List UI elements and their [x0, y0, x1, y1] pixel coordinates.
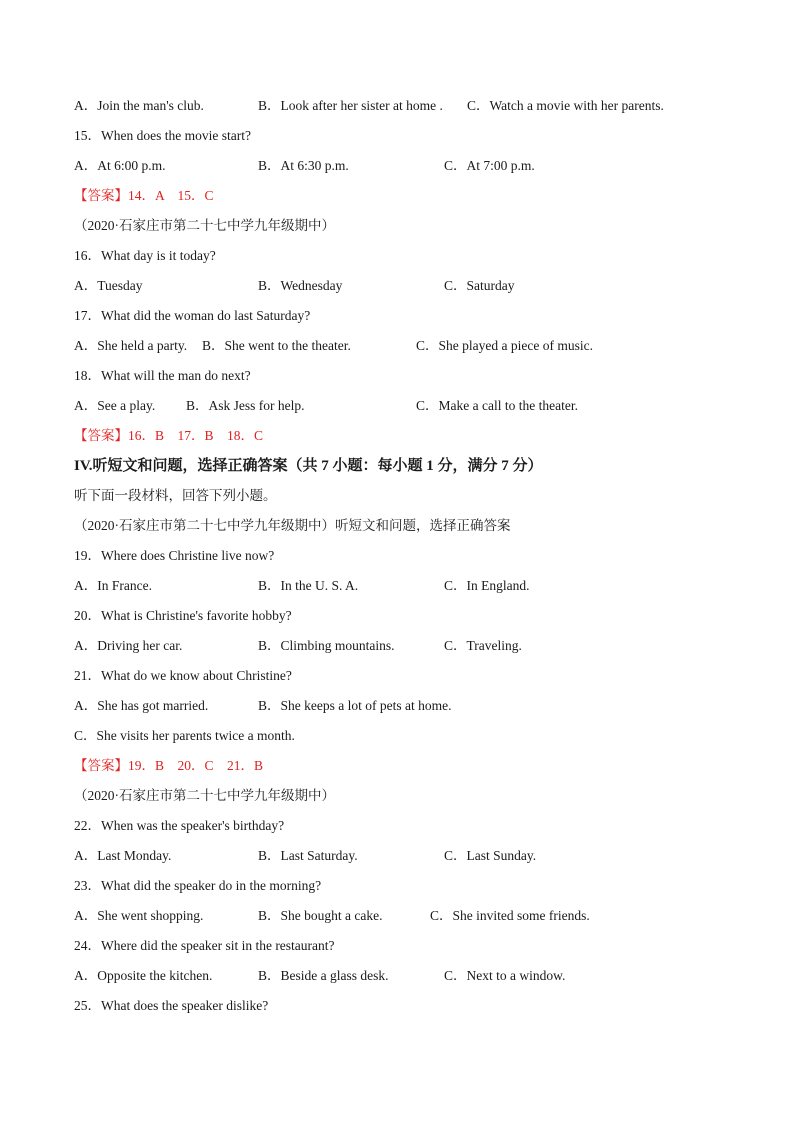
q22-option-b: B．Last Saturday. [258, 848, 358, 863]
q23-option-c: C．She invited some friends. [430, 908, 590, 923]
q21-question: 21．What do we know about Christine? [74, 668, 292, 683]
q19-question: 19．Where does Christine live now? [74, 548, 275, 563]
q20-option-a: A．Driving her car. [74, 638, 183, 653]
q15-option-a: A．At 6:00 p.m. [74, 158, 166, 173]
q16-question: 16．What day is it today? [74, 248, 216, 263]
q21-option-c: C．She visits her parents twice a month. [74, 728, 295, 743]
q17-question: 17．What did the woman do last Saturday? [74, 308, 311, 323]
q22-option-c: C．Last Sunday. [444, 848, 537, 863]
q24-option-b: B．Beside a glass desk. [258, 968, 389, 983]
q20-option-c: C．Traveling. [444, 638, 522, 653]
q15-question: 15．When does the movie start? [74, 128, 251, 143]
q17-option-c: C．She played a piece of music. [416, 338, 593, 353]
source-note: （2020·石家庄市第二十七中学九年级期中） [74, 788, 335, 803]
q23-option-b: B．She bought a cake. [258, 908, 383, 923]
q25-question: 25．What does the speaker dislike? [74, 998, 269, 1013]
source-note: （2020·石家庄市第二十七中学九年级期中） [74, 218, 335, 233]
q19-option-c: C．In England. [444, 578, 530, 593]
q14-option-b: B．Look after her sister at home . [258, 98, 443, 113]
answer-key: 【答案】14．A 15．C [74, 188, 214, 203]
q24-option-c: C．Next to a window. [444, 968, 566, 983]
q15-option-c: C．At 7:00 p.m. [444, 158, 535, 173]
q23-question: 23．What did the speaker do in the morning? [74, 878, 322, 893]
q16-option-a: A．Tuesday [74, 278, 143, 293]
q21-option-a: A．She has got married. [74, 698, 209, 713]
q22-question: 22．When was the speaker's birthday? [74, 818, 285, 833]
q22-option-a: A．Last Monday. [74, 848, 172, 863]
section-heading: IV.听短文和问题，选择正确答案（共 7 小题：每小题 1 分，满分 7 分） [74, 458, 543, 474]
q16-option-c: C．Saturday [444, 278, 515, 293]
q14-option-c: C．Watch a movie with her parents. [467, 98, 664, 113]
q24-option-a: A．Opposite the kitchen. [74, 968, 213, 983]
instruction-text: 听下面一段材料，回答下列小题。 [74, 488, 277, 503]
q18-option-b: B．Ask Jess for help. [186, 398, 305, 413]
q21-option-b: B．She keeps a lot of pets at home. [258, 698, 452, 713]
q18-option-a: A．See a play. [74, 398, 156, 413]
q14-option-a: A．Join the man's club. [74, 98, 204, 113]
q15-option-b: B．At 6:30 p.m. [258, 158, 349, 173]
q23-option-a: A．She went shopping. [74, 908, 204, 923]
q17-option-b: B．She went to the theater. [202, 338, 351, 353]
answer-key: 【答案】19．B 20．C 21．B [74, 758, 264, 773]
q18-option-c: C．Make a call to the theater. [416, 398, 578, 413]
q20-question: 20．What is Christine's favorite hobby? [74, 608, 292, 623]
source-note: （2020·石家庄市第二十七中学九年级期中）听短文和问题，选择正确答案 [74, 518, 511, 533]
q20-option-b: B．Climbing mountains. [258, 638, 395, 653]
q18-question: 18．What will the man do next? [74, 368, 251, 383]
q16-option-b: B．Wednesday [258, 278, 343, 293]
q24-question: 24．Where did the speaker sit in the restaurant? [74, 938, 335, 953]
q19-option-a: A．In France. [74, 578, 152, 593]
q17-option-a: A．She held a party. [74, 338, 188, 353]
q19-option-b: B．In the U. S. A. [258, 578, 359, 593]
answer-key: 【答案】16．B 17．B 18．C [74, 428, 264, 443]
